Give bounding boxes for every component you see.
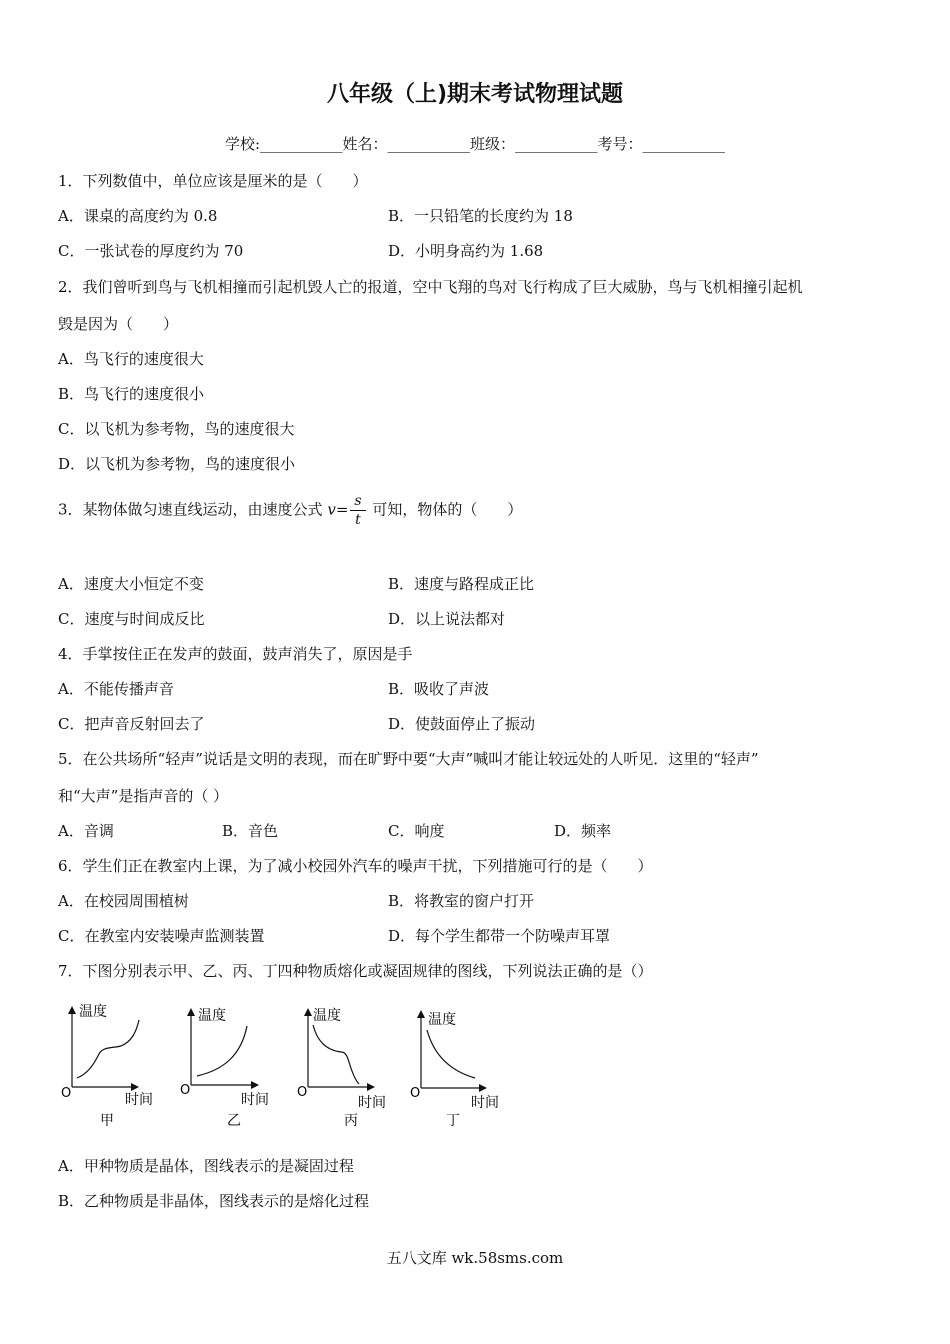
graph-bing-xlabel: 时间 xyxy=(358,1095,386,1111)
graph-yi-caption: 乙 xyxy=(227,1113,241,1129)
formula-v: v xyxy=(327,500,336,519)
question-5-option-c: C．响度 xyxy=(388,822,445,840)
question-4-option-d: D．使鼓面停止了振动 xyxy=(388,715,536,733)
graph-yi-xlabel: 时间 xyxy=(241,1092,269,1108)
graph-ding xyxy=(410,1011,499,1129)
question-2-option-b: B．鸟飞行的速度很小 xyxy=(58,385,205,403)
formula-numerator: s xyxy=(350,492,365,511)
question-3-option-c: C．速度与时间成反比 xyxy=(58,610,205,628)
question-5-option-b: B．音色 xyxy=(222,822,279,840)
question-2-stem-line-1: 2．我们曾听到鸟与飞机相撞而引起机毁人亡的报道，空中飞翔的鸟对飞行构成了巨大威胁，鸟与飞机相撞引起机 xyxy=(58,278,803,296)
question-2-option-c: C．以飞机为参考物，鸟的速度很大 xyxy=(58,420,295,438)
graph-bing-caption: 丙 xyxy=(344,1113,358,1129)
temperature-time-graphs xyxy=(55,1000,525,1135)
graph-ding-origin: O xyxy=(410,1086,421,1101)
question-1-option-c: C．一张试卷的厚度约为 70 xyxy=(58,242,244,260)
question-1-option-d: D．小明身高约为 1.68 xyxy=(388,242,544,260)
question-1-stem: 1．下列数值中，单位应该是厘米的是（ ） xyxy=(58,172,368,190)
question-7-option-b: B．乙种物质是非晶体，图线表示的是熔化过程 xyxy=(58,1192,370,1210)
question-2-option-d: D．以飞机为参考物，鸟的速度很小 xyxy=(58,455,296,473)
question-4-option-b: B．吸收了声波 xyxy=(388,680,490,698)
question-6-option-a: A．在校园周围植树 xyxy=(58,892,189,910)
graph-yi xyxy=(180,1007,269,1129)
graph-ding-ylabel: 温度 xyxy=(428,1012,456,1028)
graph-ding-curve xyxy=(427,1030,475,1078)
graph-yi-curve xyxy=(197,1026,247,1076)
graph-ding-caption: 丁 xyxy=(446,1113,460,1129)
graph-bing-origin: O xyxy=(297,1085,308,1100)
question-3-stem-post: 可知，物体的（ ） xyxy=(367,500,523,519)
question-3-stem xyxy=(58,492,522,529)
question-4-stem: 4．手掌按住正在发声的鼓面，鼓声消失了，原因是手 xyxy=(58,645,413,663)
question-3-option-b: B．速度与路程成正比 xyxy=(388,575,535,593)
question-5-stem-line-1: 5．在公共场所“轻声”说话是文明的表现，而在旷野中要“大声”喊叫才能让较远处的人听见．这里的“轻声” xyxy=(58,750,759,768)
graph-jia xyxy=(61,1003,153,1129)
question-1-option-b: B．一只铅笔的长度约为 18 xyxy=(388,207,573,225)
footer-watermark: 五八文库 wk.58sms.com xyxy=(386,1249,564,1267)
question-1-option-a: A．课桌的高度约为 0.8 xyxy=(58,207,218,225)
question-6-option-d: D．每个学生都带一个防噪声耳罩 xyxy=(388,927,611,945)
question-7-stem: 7．下图分别表示甲、乙、丙、丁四种物质熔化或凝固规律的图线，下列说法正确的是（） xyxy=(58,962,653,980)
formula-fraction xyxy=(350,492,365,529)
question-6-option-b: B．将教室的窗户打开 xyxy=(388,892,535,910)
question-5-option-d: D．频率 xyxy=(554,822,612,840)
formula-denominator: t xyxy=(355,512,361,528)
question-5-stem-line-2: 和“大声”是指声音的（ ） xyxy=(58,787,229,805)
question-3-option-d: D．以上说法都对 xyxy=(388,610,506,628)
graph-yi-ylabel: 温度 xyxy=(198,1008,226,1024)
question-2-option-a: A．鸟飞行的速度很大 xyxy=(58,350,204,368)
graph-jia-curve xyxy=(77,1020,139,1078)
graph-jia-ylabel: 温度 xyxy=(79,1004,107,1020)
question-7-option-a: A．甲种物质是晶体，图线表示的是凝固过程 xyxy=(58,1157,354,1175)
question-3-stem-pre: 3．某物体做匀速直线运动，由速度公式 xyxy=(58,500,328,519)
graph-jia-origin: O xyxy=(61,1086,72,1101)
graph-ding-xlabel: 时间 xyxy=(471,1095,499,1111)
graph-bing-curve xyxy=(313,1025,359,1084)
question-6-stem: 6．学生们正在教室内上课，为了减小校园外汽车的噪声干扰，下列措施可行的是（ ） xyxy=(58,857,653,875)
student-info-line: 学校:___________姓名：___________班级：___________考号：___________ xyxy=(224,135,726,153)
question-4-option-a: A．不能传播声音 xyxy=(58,680,174,698)
graph-jia-xlabel: 时间 xyxy=(125,1092,153,1108)
formula-equals: = xyxy=(335,500,349,519)
graph-bing-ylabel: 温度 xyxy=(313,1008,341,1024)
question-2-stem-line-2: 毁是因为（ ） xyxy=(58,315,179,333)
page-title: 八年级（上)期末考试物理试题 xyxy=(326,82,624,107)
graph-yi-origin: O xyxy=(180,1083,191,1098)
question-6-option-c: C．在教室内安装噪声监测装置 xyxy=(58,927,265,945)
question-3-option-a: A．速度大小恒定不变 xyxy=(58,575,204,593)
question-5-option-a: A．音调 xyxy=(58,822,114,840)
graph-jia-caption: 甲 xyxy=(100,1113,114,1129)
question-4-option-c: C．把声音反射回去了 xyxy=(58,715,205,733)
graph-bing xyxy=(297,1007,386,1129)
